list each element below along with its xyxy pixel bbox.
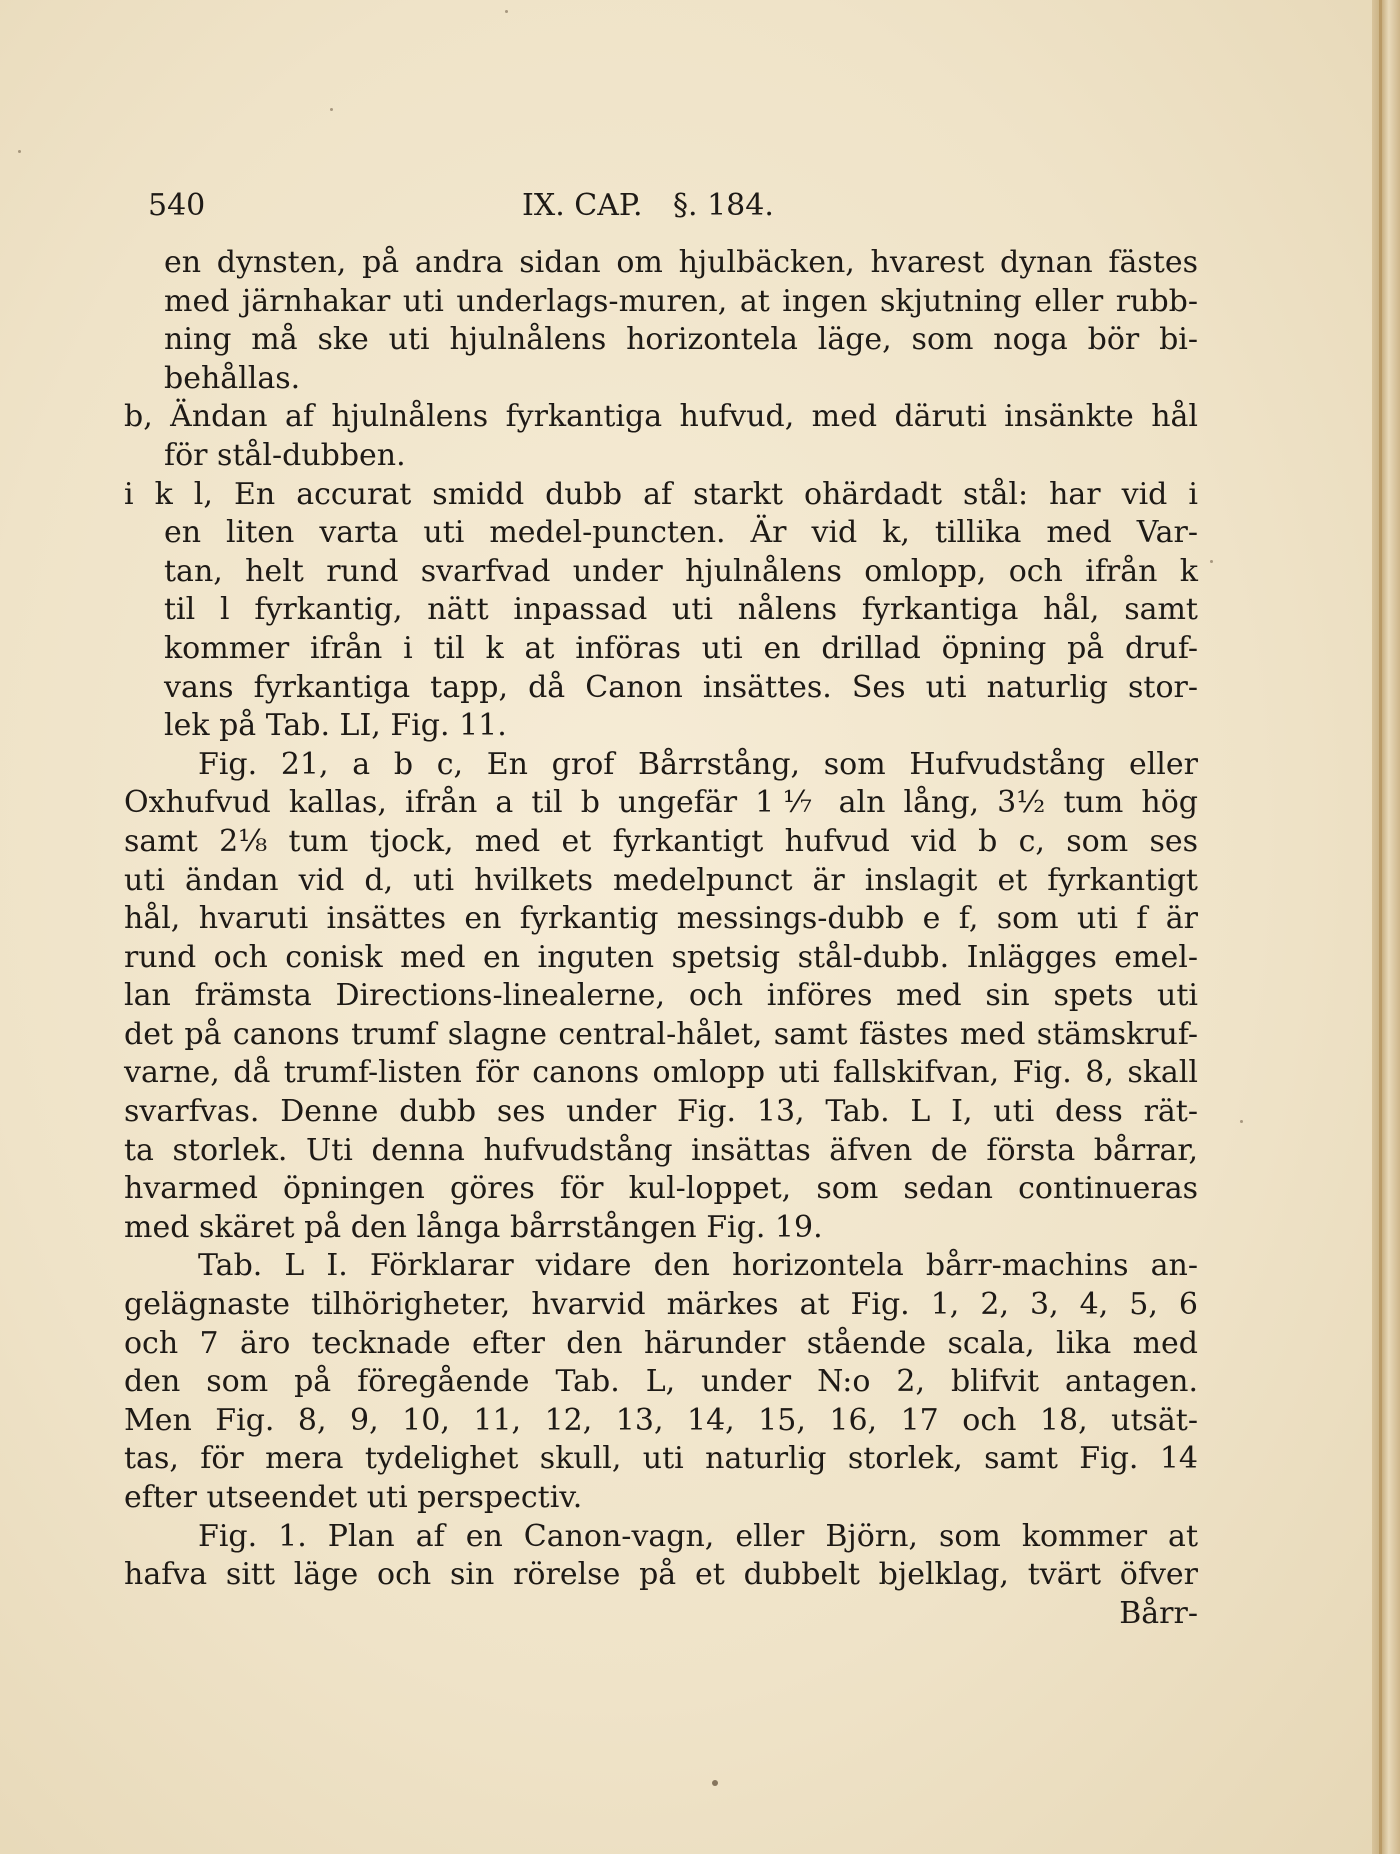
text-line: behållas. bbox=[164, 360, 301, 396]
section-label: §. 184. bbox=[673, 188, 774, 223]
page-number: 540 bbox=[148, 188, 206, 223]
text-line: ta storlek. Uti denna hufvudstång insättas äfven de första bårrar, bbox=[124, 1132, 1198, 1168]
text-line: gelägnaste tilhörigheter, hvarvid märkes at Fig. 1, 2, 3, 4, 5, 6 bbox=[124, 1287, 1198, 1323]
text-line: med skäret på den långa bårrstången Fig. 19. bbox=[124, 1209, 823, 1245]
page-body bbox=[124, 244, 1198, 1633]
text-line: och 7 äro tecknade efter den härunder stående scala, lika med bbox=[124, 1325, 1198, 1361]
text-line: hafva sitt läge och sin rörelse på et dubbelt bjelklag, tvärt öfver bbox=[124, 1557, 1198, 1593]
text-line: lek på Tab. LI, Fig. 11. bbox=[164, 708, 507, 744]
chapter-label: IX. CAP. bbox=[522, 188, 643, 223]
text-line: ning må ske uti hjulnålens horizontela läge, som noga bör bi- bbox=[164, 322, 1198, 358]
text-line: det på canons trumf slagne central-hålet, samt fästes med stämskruf- bbox=[124, 1016, 1198, 1052]
text-line: hål, hvaruti insättes en fyrkantig messings-dubb e f, som uti f är bbox=[124, 901, 1198, 937]
paper-speck bbox=[18, 150, 21, 153]
text-line: tan, helt rund svarfvad under hjulnålens omlopp, och ifrån k bbox=[164, 553, 1198, 589]
text-line: tas, för mera tydelighet skull, uti naturlig storlek, samt Fig. 14 bbox=[124, 1441, 1198, 1477]
text-line: hvarmed öpningen göres för kul-loppet, som sedan continueras bbox=[124, 1171, 1198, 1207]
text-line: uti ändan vid d, uti hvilkets medelpunct är inslagit et fyrkantigt bbox=[124, 862, 1198, 898]
text-line: med järnhakar uti underlags-muren, at ingen skjutning eller rubb- bbox=[164, 283, 1198, 319]
paper-speck bbox=[712, 1780, 718, 1786]
text-line: vans fyrkantiga tapp, då Canon insättes. Ses uti naturlig stor- bbox=[164, 669, 1198, 705]
text-line: samt 2⅛ tum tjock, med et fyrkantigt hufvud vid b c, som ses bbox=[124, 823, 1198, 859]
text-line: til l fyrkantig, nätt inpassad uti nålens fyrkantiga hål, samt bbox=[164, 592, 1198, 628]
paper-speck bbox=[1240, 1120, 1243, 1123]
text-line: för stål-dubben. bbox=[164, 437, 406, 473]
page-edge-line bbox=[1379, 0, 1382, 1854]
text-line: Oxhufvud kallas, ifrån a til b ungefär 1⅐ aln lång, 3½ tum hög bbox=[124, 785, 1198, 821]
text-line: b, Ändan af hjulnålens fyrkantiga hufvud, med däruti insänkte hål bbox=[124, 399, 1198, 435]
text-line: Men Fig. 8, 9, 10, 11, 12, 13, 14, 15, 16, 17 och 18, utsät- bbox=[124, 1402, 1198, 1438]
text-line: en liten varta uti medel-puncten. Är vid k, tillika med Var- bbox=[164, 515, 1198, 551]
text-line: lan främsta Directions-linealerne, och införes med sin spets uti bbox=[124, 978, 1198, 1014]
text-line: i k l, En accurat smidd dubb af starkt ohärdadt stål: har vid i bbox=[124, 476, 1198, 512]
page-header bbox=[148, 186, 848, 226]
paper-speck bbox=[505, 10, 508, 13]
text-line: svarfvas. Denne dubb ses under Fig. 13, Tab. L I, uti dess rät- bbox=[124, 1094, 1198, 1130]
text-line: Tab. L I. Förklarar vidare den horizontela bårr-machins an- bbox=[198, 1248, 1198, 1284]
text-line: varne, då trumf-listen för canons omlopp uti fallskifvan, Fig. 8, skall bbox=[124, 1055, 1198, 1091]
text-line: den som på föregående Tab. L, under N:o 2, blifvit antagen. bbox=[124, 1364, 1198, 1400]
paper-speck bbox=[330, 108, 333, 111]
text-line: en dynsten, på andra sidan om hjulbäcken, hvarest dynan fästes bbox=[164, 245, 1198, 280]
text-line: Fig. 1. Plan af en Canon-vagn, eller Björn, som kommer at bbox=[198, 1518, 1198, 1554]
text-line: kommer ifrån i til k at införas uti en drillad öpning på druf- bbox=[164, 630, 1198, 666]
page-edge bbox=[1372, 0, 1400, 1854]
catchword: Bårr- bbox=[1119, 1595, 1198, 1631]
paper-speck bbox=[1210, 560, 1213, 563]
text-line: rund och conisk med en inguten spetsig stål-dubb. Inlägges emel- bbox=[124, 939, 1198, 975]
text-line: efter utseendet uti perspectiv. bbox=[124, 1480, 583, 1515]
text-line: Fig. 21, a b c, En grof Bårrstång, som Hufvudstång eller bbox=[198, 746, 1198, 782]
